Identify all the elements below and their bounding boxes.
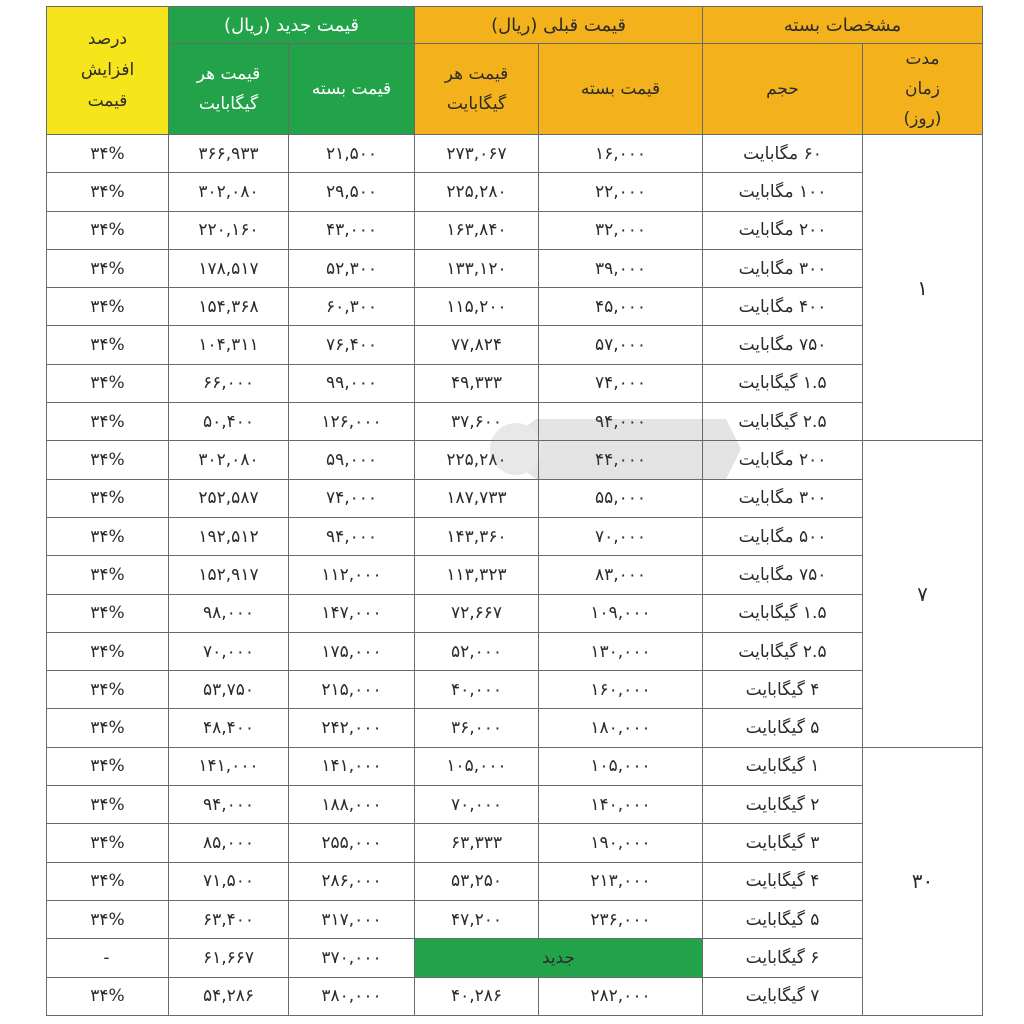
volume-cell: ۳۰۰ مگابایت: [703, 249, 863, 287]
new-package-price-cell: ۹۹,۰۰۰: [289, 364, 415, 402]
new-per-gb-cell: ۲۵۲,۵۸۷: [169, 479, 289, 517]
header-old-package-price: قیمت بسته: [539, 44, 703, 135]
table-row: [47, 594, 983, 632]
volume-cell: ۷۵۰ مگابایت: [703, 556, 863, 594]
old-package-price-cell: ۱۰۹,۰۰۰: [539, 594, 703, 632]
increase-percent-cell: ۳۴%: [47, 786, 169, 824]
table-row: [47, 173, 983, 211]
old-per-gb-cell: ۶۳,۳۳۳: [415, 824, 539, 862]
old-per-gb-cell: ۴۰,۰۰۰: [415, 671, 539, 709]
old-per-gb-cell: ۱۰۵,۰۰۰: [415, 747, 539, 785]
volume-cell: ۱.۵ گیگابایت: [703, 364, 863, 402]
table-row: [47, 939, 983, 977]
table-row: [47, 211, 983, 249]
old-package-price-cell: ۳۲,۰۰۰: [539, 211, 703, 249]
new-per-gb-cell: ۱۰۴,۳۱۱: [169, 326, 289, 364]
new-per-gb-cell: ۱۵۴,۳۶۸: [169, 288, 289, 326]
increase-percent-cell: ۳۴%: [47, 288, 169, 326]
new-per-gb-cell: ۱۴۱,۰۰۰: [169, 747, 289, 785]
new-per-gb-cell: ۹۴,۰۰۰: [169, 786, 289, 824]
old-package-price-cell: ۱۶۰,۰۰۰: [539, 671, 703, 709]
old-per-gb-cell: ۵۲,۰۰۰: [415, 632, 539, 670]
old-package-price-cell: ۱۹۰,۰۰۰: [539, 824, 703, 862]
table-row: [47, 288, 983, 326]
volume-cell: ۵ گیگابایت: [703, 709, 863, 747]
header-old-price: قیمت قبلی (ریال): [415, 7, 703, 44]
old-per-gb-cell: ۴۰,۲۸۶: [415, 977, 539, 1015]
volume-cell: ۷۵۰ مگابایت: [703, 326, 863, 364]
table-row: [47, 326, 983, 364]
price-table: [46, 6, 983, 1016]
volume-cell: ۳۰۰ مگابایت: [703, 479, 863, 517]
increase-percent-cell: ۳۴%: [47, 249, 169, 287]
old-per-gb-cell: ۲۲۵,۲۸۰: [415, 173, 539, 211]
new-package-price-cell: ۵۹,۰۰۰: [289, 441, 415, 479]
increase-percent-cell: -: [47, 939, 169, 977]
header-new-package-price: قیمت بسته: [289, 44, 415, 135]
increase-percent-cell: ۳۴%: [47, 977, 169, 1015]
table-row: [47, 862, 983, 900]
new-per-gb-cell: ۳۶۶,۹۳۳: [169, 135, 289, 173]
increase-percent-cell: ۳۴%: [47, 441, 169, 479]
header-package-specs: مشخصات بسته: [703, 7, 983, 44]
old-package-price-cell: ۸۳,۰۰۰: [539, 556, 703, 594]
old-package-price-cell: ۲۱۳,۰۰۰: [539, 862, 703, 900]
new-package-price-cell: ۷۶,۴۰۰: [289, 326, 415, 364]
increase-percent-cell: ۳۴%: [47, 709, 169, 747]
new-per-gb-cell: ۱۵۲,۹۱۷: [169, 556, 289, 594]
new-package-price-cell: ۲۵۵,۰۰۰: [289, 824, 415, 862]
table-row: [47, 556, 983, 594]
old-per-gb-cell: ۱۱۳,۳۲۳: [415, 556, 539, 594]
old-per-gb-cell: ۲۷۳,۰۶۷: [415, 135, 539, 173]
new-per-gb-cell: ۵۳,۷۵۰: [169, 671, 289, 709]
volume-cell: ۴ گیگابایت: [703, 862, 863, 900]
old-package-price-cell: ۱۸۰,۰۰۰: [539, 709, 703, 747]
table-row: [47, 364, 983, 402]
old-package-price-cell: ۷۰,۰۰۰: [539, 517, 703, 555]
new-package-badge: جدید: [415, 939, 703, 977]
old-per-gb-cell: ۳۶,۰۰۰: [415, 709, 539, 747]
duration-cell: ۷: [863, 441, 983, 747]
volume-cell: ۳ گیگابایت: [703, 824, 863, 862]
new-per-gb-cell: ۲۲۰,۱۶۰: [169, 211, 289, 249]
header-volume: حجم: [703, 44, 863, 135]
old-per-gb-cell: ۱۱۵,۲۰۰: [415, 288, 539, 326]
increase-percent-cell: ۳۴%: [47, 747, 169, 785]
new-package-price-cell: ۱۱۲,۰۰۰: [289, 556, 415, 594]
increase-percent-cell: ۳۴%: [47, 824, 169, 862]
old-per-gb-cell: ۴۹,۳۳۳: [415, 364, 539, 402]
header-old-per-gb: قیمت هر گیگابایت: [415, 44, 539, 135]
increase-percent-cell: ۳۴%: [47, 173, 169, 211]
old-per-gb-cell: ۷۷,۸۲۴: [415, 326, 539, 364]
new-package-price-cell: ۳۱۷,۰۰۰: [289, 900, 415, 938]
table-row: [47, 441, 983, 479]
old-per-gb-cell: ۲۲۵,۲۸۰: [415, 441, 539, 479]
increase-percent-cell: ۳۴%: [47, 900, 169, 938]
table-row: [47, 671, 983, 709]
old-package-price-cell: ۱۴۰,۰۰۰: [539, 786, 703, 824]
old-package-price-cell: ۷۴,۰۰۰: [539, 364, 703, 402]
volume-cell: ۶ گیگابایت: [703, 939, 863, 977]
old-package-price-cell: ۴۴,۰۰۰: [539, 441, 703, 479]
new-package-price-cell: ۲۴۲,۰۰۰: [289, 709, 415, 747]
old-per-gb-cell: ۵۳,۲۵۰: [415, 862, 539, 900]
table-row: [47, 747, 983, 785]
new-package-price-cell: ۲۸۶,۰۰۰: [289, 862, 415, 900]
increase-percent-cell: ۳۴%: [47, 517, 169, 555]
table-row: [47, 403, 983, 441]
volume-cell: ۴ گیگابایت: [703, 671, 863, 709]
new-package-price-cell: ۱۷۵,۰۰۰: [289, 632, 415, 670]
new-per-gb-cell: ۹۸,۰۰۰: [169, 594, 289, 632]
new-package-price-cell: ۱۸۸,۰۰۰: [289, 786, 415, 824]
new-per-gb-cell: ۷۰,۰۰۰: [169, 632, 289, 670]
table-row: [47, 517, 983, 555]
new-per-gb-cell: ۶۱,۶۶۷: [169, 939, 289, 977]
increase-percent-cell: ۳۴%: [47, 211, 169, 249]
volume-cell: ۲۰۰ مگابایت: [703, 211, 863, 249]
increase-percent-cell: ۳۴%: [47, 403, 169, 441]
new-per-gb-cell: ۵۰,۴۰۰: [169, 403, 289, 441]
table-row: [47, 977, 983, 1015]
old-package-price-cell: ۹۴,۰۰۰: [539, 403, 703, 441]
new-per-gb-cell: ۶۶,۰۰۰: [169, 364, 289, 402]
new-per-gb-cell: ۳۰۲,۰۸۰: [169, 173, 289, 211]
old-package-price-cell: ۴۵,۰۰۰: [539, 288, 703, 326]
volume-cell: ۷ گیگابایت: [703, 977, 863, 1015]
new-per-gb-cell: ۷۱,۵۰۰: [169, 862, 289, 900]
old-package-price-cell: ۲۳۶,۰۰۰: [539, 900, 703, 938]
header-price-increase: درصد افزایش قیمت: [47, 7, 169, 135]
increase-percent-cell: ۳۴%: [47, 479, 169, 517]
old-package-price-cell: ۵۵,۰۰۰: [539, 479, 703, 517]
new-per-gb-cell: ۱۹۲,۵۱۲: [169, 517, 289, 555]
volume-cell: ۱۰۰ مگابایت: [703, 173, 863, 211]
volume-cell: ۲۰۰ مگابایت: [703, 441, 863, 479]
volume-cell: ۵ گیگابایت: [703, 900, 863, 938]
volume-cell: ۱.۵ گیگابایت: [703, 594, 863, 632]
increase-percent-cell: ۳۴%: [47, 632, 169, 670]
increase-percent-cell: ۳۴%: [47, 135, 169, 173]
new-package-price-cell: ۱۴۱,۰۰۰: [289, 747, 415, 785]
new-package-price-cell: ۹۴,۰۰۰: [289, 517, 415, 555]
old-package-price-cell: ۲۸۲,۰۰۰: [539, 977, 703, 1015]
new-per-gb-cell: ۱۷۸,۵۱۷: [169, 249, 289, 287]
increase-percent-cell: ۳۴%: [47, 326, 169, 364]
new-package-price-cell: ۳۸۰,۰۰۰: [289, 977, 415, 1015]
increase-percent-cell: ۳۴%: [47, 671, 169, 709]
table-row: [47, 249, 983, 287]
old-package-price-cell: ۱۶,۰۰۰: [539, 135, 703, 173]
volume-cell: ۴۰۰ مگابایت: [703, 288, 863, 326]
header-duration: مدت زمان (روز): [863, 44, 983, 135]
volume-cell: ۲.۵ گیگابایت: [703, 632, 863, 670]
old-per-gb-cell: ۱۴۳,۳۶۰: [415, 517, 539, 555]
new-per-gb-cell: ۴۸,۴۰۰: [169, 709, 289, 747]
new-package-price-cell: ۲۱,۵۰۰: [289, 135, 415, 173]
old-per-gb-cell: ۳۷,۶۰۰: [415, 403, 539, 441]
old-per-gb-cell: ۱۸۷,۷۳۳: [415, 479, 539, 517]
new-package-price-cell: ۱۲۶,۰۰۰: [289, 403, 415, 441]
increase-percent-cell: ۳۴%: [47, 594, 169, 632]
price-table-container: [46, 6, 982, 1018]
header-new-price: قیمت جدید (ریال): [169, 7, 415, 44]
new-package-price-cell: ۲۱۵,۰۰۰: [289, 671, 415, 709]
increase-percent-cell: ۳۴%: [47, 364, 169, 402]
table-row: [47, 824, 983, 862]
table-row: [47, 479, 983, 517]
increase-percent-cell: ۳۴%: [47, 556, 169, 594]
old-package-price-cell: ۲۲,۰۰۰: [539, 173, 703, 211]
old-per-gb-cell: ۱۶۳,۸۴۰: [415, 211, 539, 249]
duration-cell: ۳۰: [863, 747, 983, 1015]
old-package-price-cell: ۳۹,۰۰۰: [539, 249, 703, 287]
table-row: [47, 709, 983, 747]
table-body: [47, 135, 983, 1016]
new-package-price-cell: ۱۴۷,۰۰۰: [289, 594, 415, 632]
header-new-per-gb: قیمت هر گیگابایت: [169, 44, 289, 135]
new-per-gb-cell: ۶۳,۴۰۰: [169, 900, 289, 938]
table-row: [47, 786, 983, 824]
old-package-price-cell: ۱۰۵,۰۰۰: [539, 747, 703, 785]
old-per-gb-cell: ۱۳۳,۱۲۰: [415, 249, 539, 287]
new-package-price-cell: ۲۹,۵۰۰: [289, 173, 415, 211]
table-row: [47, 632, 983, 670]
old-per-gb-cell: ۷۰,۰۰۰: [415, 786, 539, 824]
old-per-gb-cell: ۴۷,۲۰۰: [415, 900, 539, 938]
table-row: [47, 135, 983, 173]
new-package-price-cell: ۷۴,۰۰۰: [289, 479, 415, 517]
volume-cell: ۱ گیگابایت: [703, 747, 863, 785]
volume-cell: ۲ گیگابایت: [703, 786, 863, 824]
new-package-price-cell: ۴۳,۰۰۰: [289, 211, 415, 249]
new-package-price-cell: ۳۷۰,۰۰۰: [289, 939, 415, 977]
old-package-price-cell: ۵۷,۰۰۰: [539, 326, 703, 364]
new-package-price-cell: ۶۰,۳۰۰: [289, 288, 415, 326]
volume-cell: ۶۰ مگابایت: [703, 135, 863, 173]
volume-cell: ۲.۵ گیگابایت: [703, 403, 863, 441]
old-package-price-cell: ۱۳۰,۰۰۰: [539, 632, 703, 670]
new-per-gb-cell: ۵۴,۲۸۶: [169, 977, 289, 1015]
increase-percent-cell: ۳۴%: [47, 862, 169, 900]
new-per-gb-cell: ۸۵,۰۰۰: [169, 824, 289, 862]
duration-cell: ۱: [863, 135, 983, 441]
old-per-gb-cell: ۷۲,۶۶۷: [415, 594, 539, 632]
table-row: [47, 900, 983, 938]
new-package-price-cell: ۵۲,۳۰۰: [289, 249, 415, 287]
new-per-gb-cell: ۳۰۲,۰۸۰: [169, 441, 289, 479]
volume-cell: ۵۰۰ مگابایت: [703, 517, 863, 555]
